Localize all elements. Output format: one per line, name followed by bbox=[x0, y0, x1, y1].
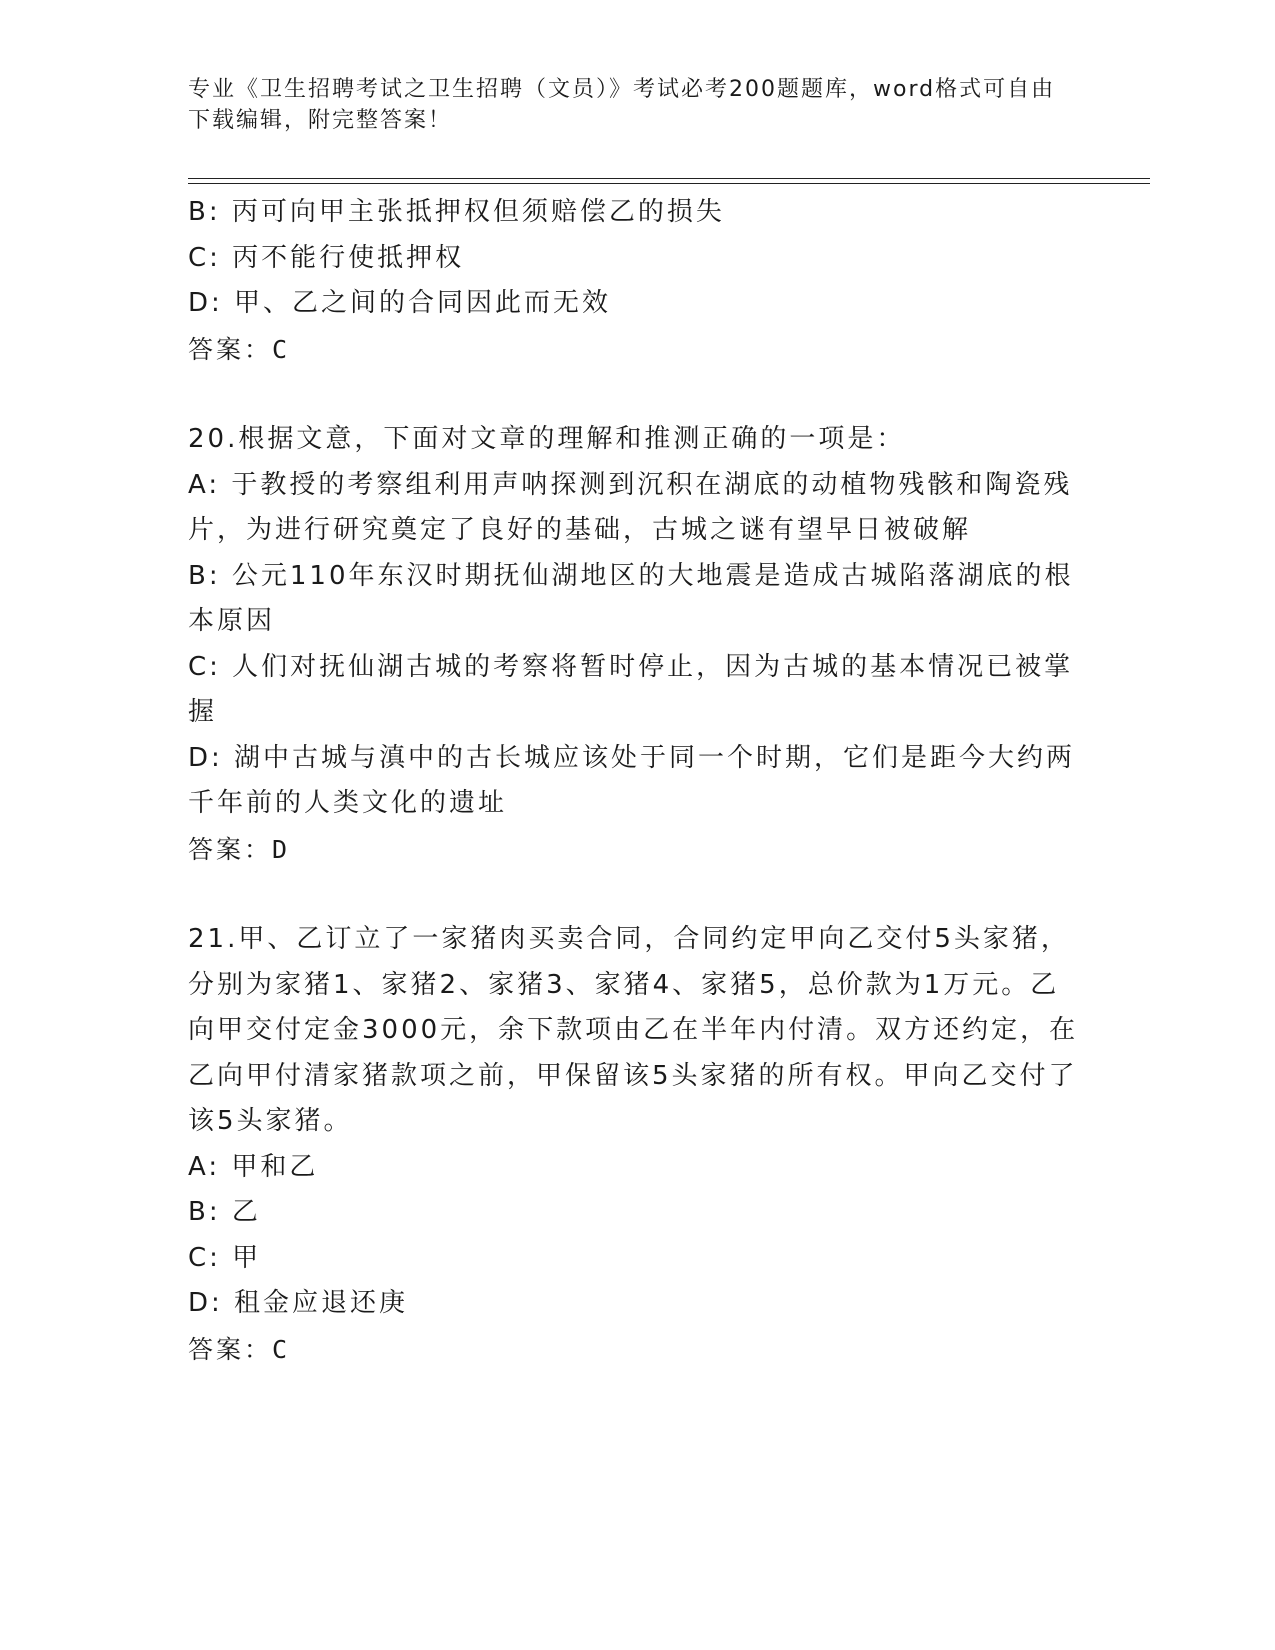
document-header: 专业《卫生招聘考试之卫生招聘（文员）》考试必考200题题库，word格式可自由下载编辑，附完整答案！ bbox=[188, 77, 1056, 133]
option-d: D: 租金应退还庚 bbox=[188, 1288, 409, 1318]
option-b: B: 乙 bbox=[188, 1197, 261, 1227]
header-rule-top bbox=[188, 178, 1150, 179]
spacer bbox=[188, 872, 1083, 917]
question-stem: 21.甲、乙订立了一家猪肉买卖合同，合同约定甲向乙交付5头家猪，分别为家猪1、家猪2、家猪3、家猪4、家猪5，总价款为1万元。乙向甲交付定金3000元，余下款项由乙在半年内付清。双方还约定，在乙向甲付清家猪款项之前，甲保留该5头家猪的所有权。甲向乙交付了该5头家猪。 bbox=[188, 924, 1079, 1136]
option-c: C: 人们对抚仙湖古城的考察将暂时停止，因为古城的基本情况已被掌握 bbox=[188, 651, 1074, 727]
document-body bbox=[188, 190, 1083, 1372]
answer-line: 答案：C bbox=[188, 1334, 291, 1364]
option-b: B: 公元110年东汉时期抚仙湖地区的大地震是造成古城陷落湖底的根本原因 bbox=[188, 560, 1074, 636]
question-20 bbox=[188, 417, 1083, 872]
header-rule-bottom bbox=[188, 183, 1150, 184]
answer-line: 答案：C bbox=[188, 334, 291, 364]
option-a: A: 甲和乙 bbox=[188, 1151, 319, 1182]
question-21 bbox=[188, 917, 1083, 1372]
option-c: C: 甲 bbox=[188, 1242, 262, 1273]
option-a: A: 于教授的考察组利用声呐探测到沉积在湖底的动植物残骸和陶瓷残片，为进行研究奠定了良好的基础，古城之谜有望早日被破解 bbox=[188, 469, 1073, 545]
spacer bbox=[188, 372, 1083, 417]
question-stem: 20.根据文意，下面对文章的理解和推测正确的一项是： bbox=[188, 424, 906, 454]
option-b: B: 丙可向甲主张抵押权但须赔偿乙的损失 bbox=[188, 197, 725, 227]
previous-question-tail bbox=[188, 190, 1083, 372]
option-c: C: 丙不能行使抵押权 bbox=[188, 242, 465, 273]
option-d: D: 湖中古城与滇中的古长城应该处于同一个时期，它们是距今大约两千年前的人类文化的遗址 bbox=[188, 742, 1076, 818]
option-d: D: 甲、乙之间的合同因此而无效 bbox=[188, 288, 612, 318]
answer-line: 答案：D bbox=[188, 834, 291, 864]
